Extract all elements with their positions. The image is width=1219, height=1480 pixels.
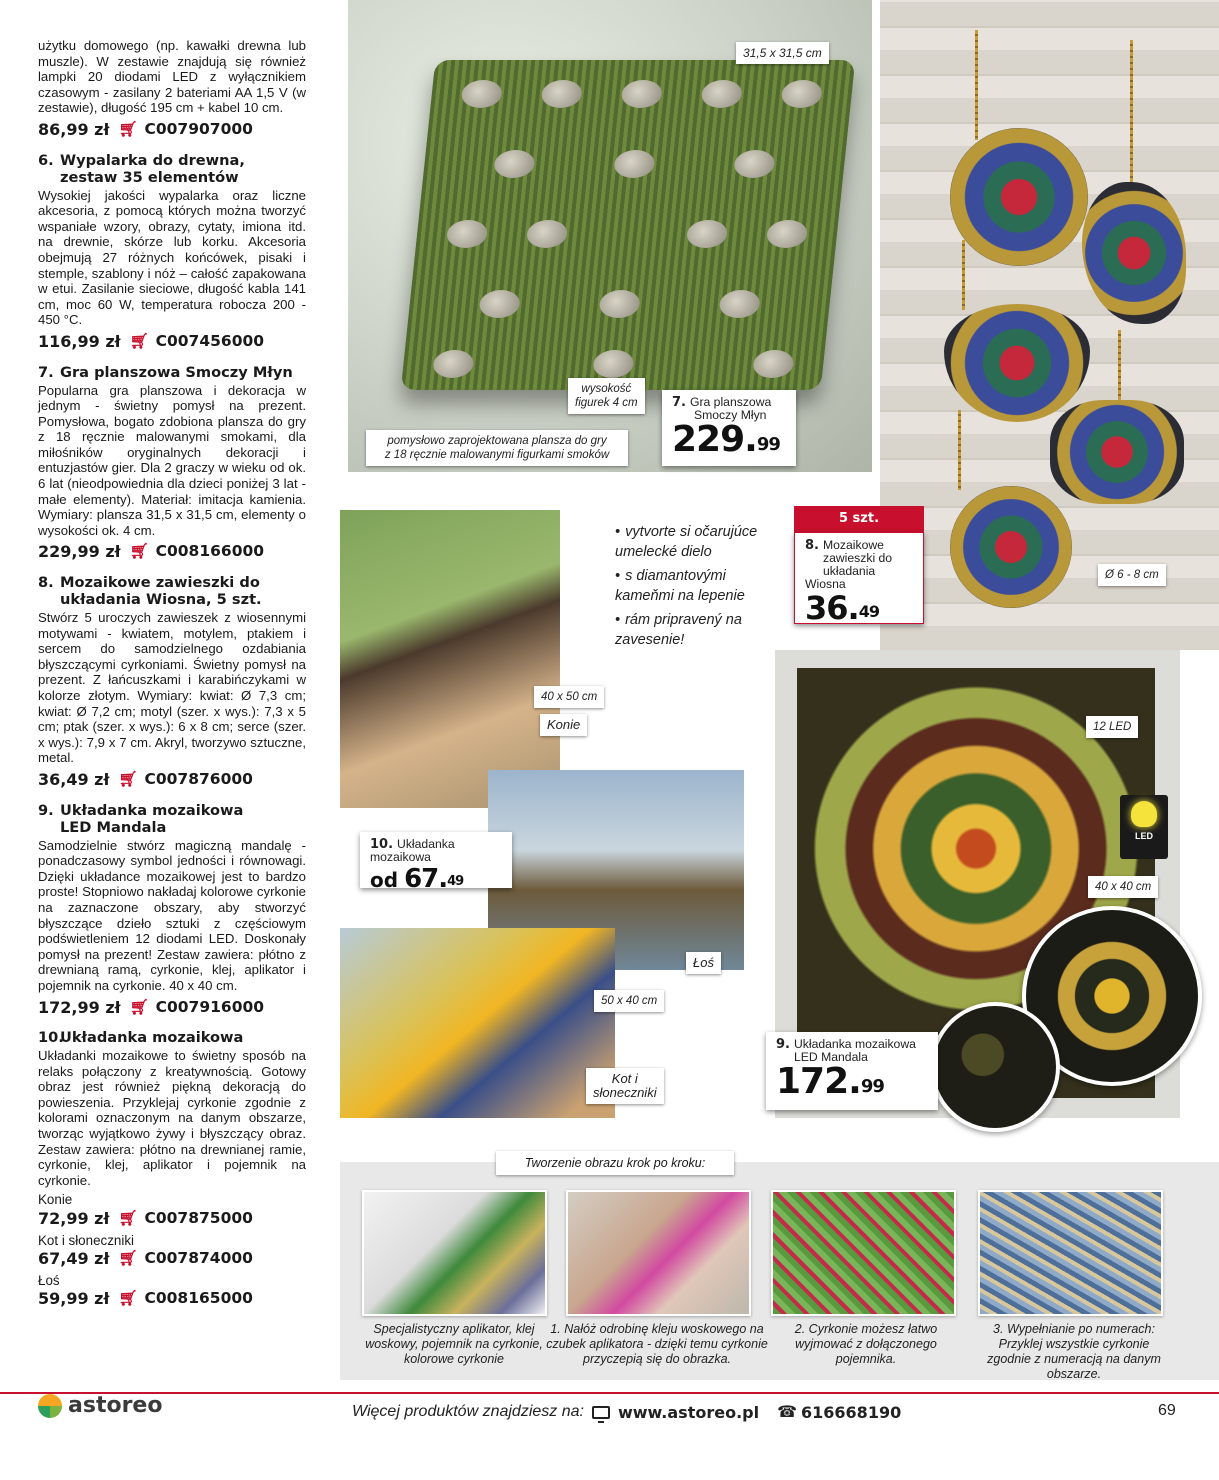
item-9-description: Samodzielnie stwórz magiczną mandalę - ponadczasowy symbol jedności i równowagi. Dzięki układance mozaikowej jest to bardzo proste! Stopniowo nakładaj kolorowe cyrkonie na zaznaczone obszary, aby stworzyć błyszczące dzieło sztuki z częściowym podświetleniem 12 diodami LED. Doskonały pomysł na prezent! Zestaw zawiera: płótno z drewnianą ramą, cyrkonie, klej, aplikator i pojemnik na cyrkonie. 40 x 40 cm. — [38, 837, 306, 993]
quantity-badge: 5 szt. — [794, 506, 924, 532]
variant-name: Kot i słoneczniki — [38, 1232, 135, 1248]
board-stone — [460, 80, 503, 108]
step-2-photo — [771, 1190, 956, 1316]
keychains-price — [805, 591, 913, 625]
item-9-price: 172,99 zł — [38, 997, 121, 1017]
footer-more-text: Więcej produktów znajdziesz na: — [352, 1403, 584, 1420]
price-main: 36. — [805, 589, 859, 627]
board-game-price — [672, 419, 786, 460]
keychain-chain — [958, 410, 961, 490]
game-board — [401, 60, 856, 390]
item-6-title-line1: Wypalarka do drewna, — [60, 151, 245, 169]
board-stone — [592, 350, 635, 378]
step-1-photo — [566, 1190, 751, 1316]
benefit-item: • rám pripravený na zavesenie! — [615, 610, 775, 650]
item-7-title-line1: Gra planszowa Smoczy Młyn — [60, 363, 293, 381]
sunflower-name-line1: Kot i — [611, 1071, 638, 1086]
price-prefix: od — [370, 868, 399, 892]
item-8-number: 8. — [38, 574, 54, 592]
intro-description: użytku domowego (np. kawałki drewna lub muszle). W zestawie znajdują się również lampki 20 diodami LED z wyłącznikiem czasowym - zasilany 2 bateriami AA 1,5 V (w zestawie), długość 195 cm + kabel 10 cm. — [38, 38, 306, 116]
item-6-price: 116,99 zł — [38, 331, 121, 351]
variant-price-line — [38, 1291, 306, 1307]
price-main: 229. — [672, 419, 757, 460]
cart-icon[interactable]: 🛒︎ — [118, 1249, 138, 1268]
item-8-price-line — [38, 769, 306, 789]
step-0-caption: Specjalistyczny aplikator, klej woskowy, pojemnik na cyrkonie, kolorowe cyrkonie — [365, 1322, 543, 1366]
item-6-code: C007456000 — [155, 331, 265, 350]
flower-keychain — [950, 486, 1072, 608]
item-8-title — [38, 574, 306, 608]
mandala-keychain — [950, 128, 1088, 266]
item-6-title — [38, 152, 306, 186]
variant-price: 72,99 zł — [38, 1209, 110, 1229]
logo-text: astoreo — [68, 1393, 163, 1418]
sunflower-name-label — [586, 1068, 664, 1104]
item-10-title — [38, 1029, 306, 1046]
price-box-title-line2: Smoczy Młyn — [694, 408, 767, 422]
step-3-photo — [978, 1190, 1163, 1316]
board-stone — [780, 80, 823, 108]
item-10-number: 10. — [38, 1029, 64, 1047]
cart-icon[interactable]: 🛒︎ — [129, 997, 149, 1016]
horses-name-label: Konie — [540, 714, 587, 736]
cat-sunflowers-mosaic-photo — [340, 928, 615, 1118]
board-stone — [686, 220, 729, 248]
led-count-label: 12 LED — [1086, 716, 1138, 738]
item-9-title — [38, 802, 306, 836]
horses-size-label: 40 x 50 cm — [534, 686, 604, 708]
keychains-price-box — [794, 532, 924, 627]
item-6-title-line2: zestaw 35 elementów — [60, 168, 239, 186]
sunflower-name-line2: słoneczniki — [593, 1085, 657, 1100]
board-stone — [478, 290, 521, 318]
board-stone — [620, 80, 663, 108]
brand-logo[interactable] — [38, 1393, 162, 1418]
keychain-chain — [975, 30, 978, 140]
price-box-title-line1: Gra planszowa — [689, 395, 772, 409]
price-main: 67. — [404, 864, 448, 894]
item-7-description: Popularna gra planszowa i dekoracja w jednym - świetny pomysł na prezent. Pomysłowa, bogato zdobiona plansza do gry z 18 ręcznie malowanymi smokami, dla miłośników oryginalnych dekoracji i entuzjastów gier. Dla 2 graczy w wieku od ok. 6 lat (nieodpowiednia dla dzieci poniżej 3 lat - małe elementy). Materiał: imitacja kamienia. Wymiary: plansza 31,5 x 31,5 cm, elementy o wysokości ok. 4 cm. — [38, 382, 306, 538]
item-9-title-line1: Układanka mozaikowa — [60, 801, 244, 819]
horses-mosaic-photo — [340, 510, 560, 808]
rhinestone-detail-zoom — [930, 1002, 1060, 1132]
website-link[interactable]: www.astoreo.pl — [617, 1402, 760, 1422]
variant-price: 59,99 zł — [38, 1289, 110, 1309]
item-7-price: 229,99 zł — [38, 542, 121, 562]
figure-height-line2: figurek 4 cm — [575, 397, 638, 409]
keychain-chain — [1118, 330, 1121, 410]
phone-icon: ☎︎ — [777, 1404, 798, 1421]
benefits-list — [615, 522, 775, 654]
price-box-title-line3: układania Wiosna — [805, 564, 876, 591]
board-size-label: 31,5 x 31,5 cm — [736, 42, 829, 64]
board-stone — [493, 150, 536, 178]
monitor-icon — [592, 1406, 610, 1419]
figure-height-line1: wysokość — [581, 383, 632, 395]
board-caption — [366, 430, 628, 466]
variant-name: Konie — [38, 1192, 73, 1208]
led-badge — [1120, 795, 1168, 859]
price-box-title-line1: Mozaikowe — [822, 538, 884, 552]
left-text-column — [38, 38, 306, 1313]
item-10-title-line1: Układanka mozaikowa — [60, 1029, 244, 1047]
mosaics-price-box — [360, 832, 512, 894]
price-box-title — [805, 539, 913, 591]
sunflower-size-label: 50 x 40 cm — [594, 990, 664, 1012]
intro-product-code: C007907000 — [144, 119, 253, 138]
board-caption-line1: pomysłowo zaprojektowana plansza do gry — [387, 435, 607, 447]
item-9-number: 9. — [38, 801, 54, 819]
item-8-description: Stwórz 5 uroczych zawieszek z wiosennymi motywami - kwiatem, motylem, ptakiem i sercem do samodzielnego ozdabiania błyszczącymi cyrkoniami. Świetny pomysł na prezent. Z łańcuszkami i karabińczykami w kolorze złotym. Wymiary: kwiat: Ø 7,3 cm; kwiat: Ø 7,2 cm; motyl (szer. x wys.): 7,3 x 5 cm; ptak (szer. x wys.): 6 x 8 cm; serce (szer. x wys.): 7,9 x 7 cm. Akryl, tworzywo sztuczne, metal. — [38, 610, 306, 766]
cart-icon[interactable]: 🛒︎ — [129, 542, 149, 561]
board-stone — [718, 290, 761, 318]
board-stone — [613, 150, 656, 178]
cart-icon[interactable]: 🛒︎ — [118, 1209, 138, 1228]
price-box-title — [370, 838, 502, 864]
board-stone — [752, 350, 795, 378]
item-8-code: C007876000 — [144, 769, 253, 788]
board-stone — [733, 150, 776, 178]
cart-icon[interactable]: 🛒︎ — [118, 119, 138, 138]
keychain-size-label: Ø 6 - 8 cm — [1098, 564, 1166, 586]
variant-name: Łoś — [38, 1272, 60, 1288]
step-3-caption: 3. Wypełnianie po numerach: Przyklej wszystkie cyrkonie zgodnie z numeracją na danym obszarze. — [987, 1322, 1161, 1381]
lightbulb-icon — [1131, 801, 1157, 827]
board-stone — [598, 290, 641, 318]
item-6-number: 6. — [38, 151, 54, 169]
price-box-title-text: Układanka mozaikowa — [370, 837, 455, 864]
keychain-chain — [1130, 40, 1133, 190]
variant-code: C007874000 — [144, 1249, 253, 1268]
variant-price: 67,49 zł — [38, 1249, 110, 1269]
item-9-price-line — [38, 997, 306, 1017]
price-box-number: 9. — [776, 1037, 790, 1052]
page-number: 69 — [1158, 1402, 1176, 1419]
board-stone — [526, 220, 569, 248]
cart-icon[interactable]: 🛒︎ — [118, 1289, 138, 1308]
board-caption-line2: z 18 ręcznie malowanymi figurkami smoków — [384, 449, 610, 461]
figure-height-label — [568, 378, 645, 414]
board-stone — [766, 220, 809, 248]
price-cents: 49 — [447, 874, 464, 890]
benefit-item: • s diamantovými kameňmi na lepenie — [615, 566, 775, 606]
steps-header: Tworzenie obrazu krok po kroku: — [496, 1151, 734, 1175]
moose-name-label: Łoś — [686, 952, 721, 974]
step-0-photo — [362, 1190, 547, 1316]
cart-icon[interactable]: 🛒︎ — [129, 331, 149, 350]
intro-price-line — [38, 119, 306, 139]
item-7-code: C008166000 — [155, 542, 265, 561]
step-2-caption: 2. Cyrkonie możesz łatwo wyjmować z dołączonego pojemnika. — [794, 1322, 938, 1366]
price-main: 172. — [776, 1061, 861, 1102]
item-9-code: C007916000 — [155, 997, 265, 1016]
item-6-description: Wysokiej jakości wypalarka oraz liczne akcesoria, z pomocą których można tworzyć wspaniałe wzory, obrazy, cytaty, imiona itd. na drewnie, skórze lub korku. Akcesoria obejmują 27 różnych końcówek, pisaki i stemple, szablony i nóż – całość zapakowana w etui. Zasilanie sieciowe, długość kabla 141 cm, moc 60 W, temperatura robocza 200 - 450 °C. — [38, 187, 306, 328]
price-cents: 99 — [756, 433, 780, 455]
price-box-number: 7. — [672, 395, 686, 410]
phone-number[interactable]: 616668190 — [801, 1402, 902, 1422]
led-badge-text: LED — [1135, 831, 1153, 841]
logo-icon — [38, 1394, 62, 1418]
item-7-price-line — [38, 544, 306, 560]
step-1-caption: 1. Nałóż odrobinę kleju woskowego na czubek aplikatora - dzięki temu cyrkonie przyczepią się do obrazka. — [546, 1322, 768, 1366]
price-box-title-line1: Układanka mozaikowa — [793, 1037, 916, 1051]
mandala-size-label: 40 x 40 cm — [1088, 876, 1158, 898]
board-stone — [446, 220, 489, 248]
price-box-title-line2: zawieszki do — [823, 551, 893, 565]
butterfly-keychain — [1050, 400, 1184, 504]
item-8-price: 36,49 zł — [38, 769, 110, 789]
cart-icon[interactable]: 🛒︎ — [118, 769, 138, 788]
item-8-title-line1: Mozaikowe zawieszki do — [60, 574, 260, 592]
mandala-price-box — [766, 1032, 938, 1110]
benefit-item: • vytvorte si očarujúce umelecké dielo — [615, 522, 775, 562]
price-cents: 99 — [860, 1075, 884, 1097]
variant-price-line — [38, 1251, 306, 1267]
item-10-description: Układanki mozaikowe to świetny sposób na relaks połączony z kreatywnością. Gotowy obraz jest również piękną dekoracją do powieszenia. Przyklejaj cyrkonie zgodnie z kolorami oznaczonym na danym obszarze, tworząc wyjątkowo żywy i błyszczący obraz. Zestaw zawiera: płótno na drewnianej ramie, cyrkonie, klej, aplikator i pojemnik na cyrkonie. — [38, 1048, 306, 1188]
item-7-title — [38, 364, 306, 381]
footer-contact — [352, 1402, 901, 1422]
mosaics-price — [370, 864, 502, 895]
variant-code: C007875000 — [144, 1209, 253, 1228]
variant-price-line — [38, 1211, 306, 1227]
price-box-title-line2: LED Mandala — [794, 1050, 868, 1064]
board-stone — [700, 80, 743, 108]
variant-code: C008165000 — [144, 1289, 253, 1308]
mandala-price — [776, 1061, 928, 1102]
price-cents: 49 — [858, 602, 879, 621]
price-box-number: 8. — [805, 538, 819, 553]
item-6-price-line — [38, 331, 306, 351]
board-stone — [540, 80, 583, 108]
item-7-number: 7. — [38, 363, 54, 381]
intro-price: 86,99 zł — [38, 119, 110, 139]
board-game-price-box — [662, 390, 796, 466]
item-9-title-line2: LED Mandala — [60, 818, 167, 836]
board-stone — [432, 350, 475, 378]
footer-divider — [0, 1392, 1219, 1394]
keychain-chain — [962, 240, 965, 310]
price-box-number: 10. — [370, 837, 394, 852]
item-8-title-line2: układania Wiosna, 5 szt. — [60, 591, 262, 609]
